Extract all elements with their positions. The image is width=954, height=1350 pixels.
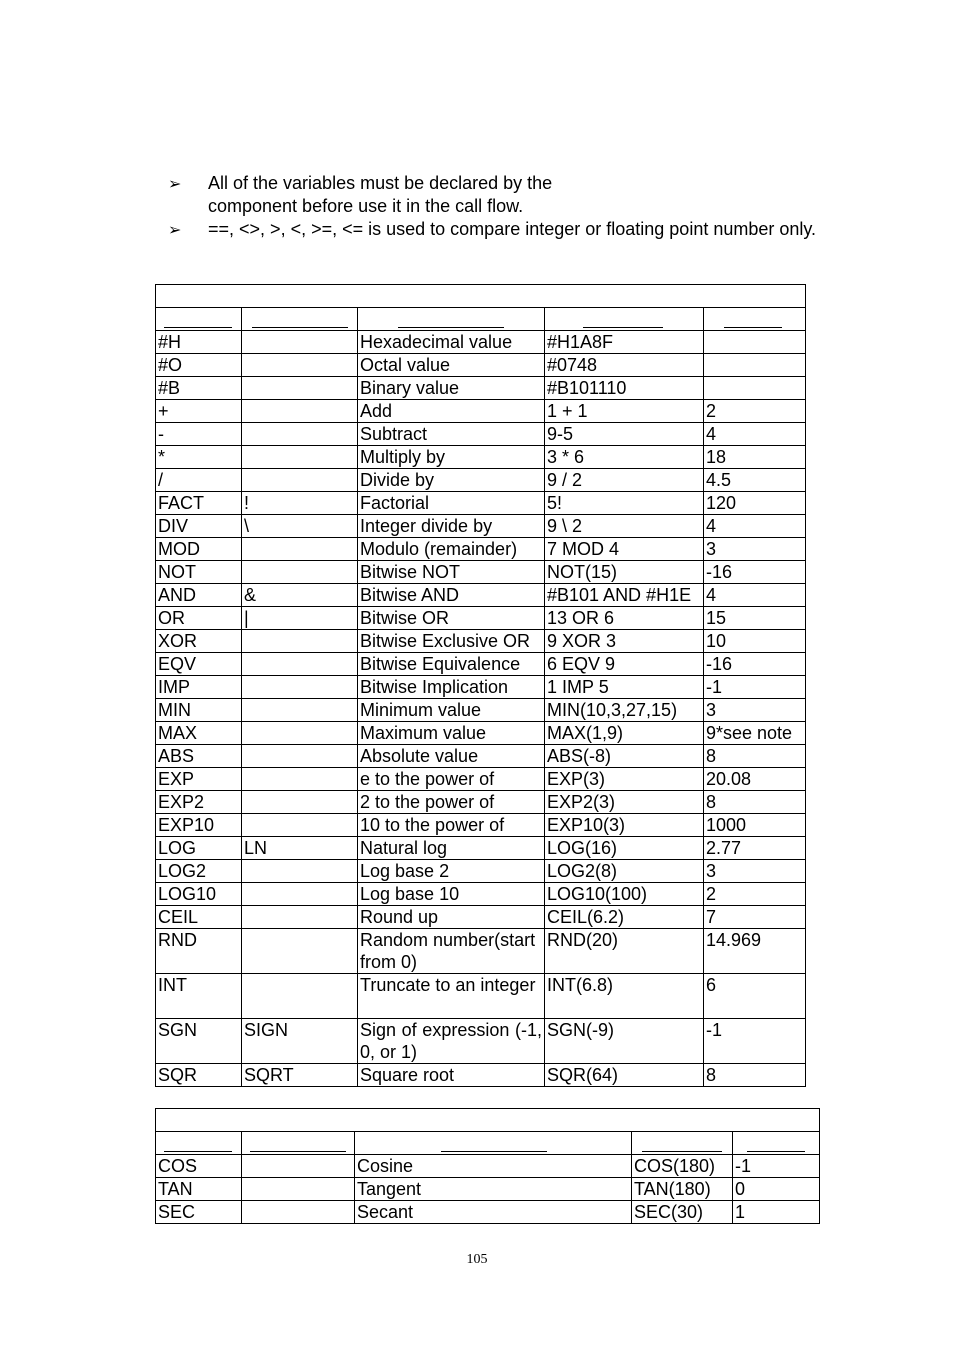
table-cell: 9-5 [545, 423, 704, 446]
header-cell [156, 308, 242, 331]
bullet-item [168, 218, 828, 241]
table-cell [242, 1155, 355, 1178]
table-row [156, 699, 806, 722]
table-cell: SQR [156, 1064, 242, 1087]
table-cell: 10 [704, 630, 806, 653]
table-row [156, 607, 806, 630]
table-row [156, 768, 806, 791]
table-cell: EXP2 [156, 791, 242, 814]
table-cell: Log base 2 [358, 860, 545, 883]
table-cell: LOG [156, 837, 242, 860]
table-cell: 2 [704, 400, 806, 423]
table-cell: -1 [704, 1019, 806, 1064]
table-cell: TAN(180) [632, 1178, 733, 1201]
header-cell [704, 308, 806, 331]
table-row [156, 883, 806, 906]
table-cell: & [242, 584, 358, 607]
table-row [156, 1178, 820, 1201]
table-cell: 1000 [704, 814, 806, 837]
table-row [156, 538, 806, 561]
table-caption-cell [156, 1109, 820, 1132]
table-row [156, 837, 806, 860]
table-cell: Log base 10 [358, 883, 545, 906]
table-cell: NOT [156, 561, 242, 584]
table-cell: ABS [156, 745, 242, 768]
table-row [156, 676, 806, 699]
table-cell [242, 1178, 355, 1201]
table-cell [242, 538, 358, 561]
table-cell: Bitwise AND [358, 584, 545, 607]
table-row [156, 561, 806, 584]
table-cell [242, 423, 358, 446]
table-cell [242, 974, 358, 1019]
table-cell: / [156, 469, 242, 492]
table-cell [242, 883, 358, 906]
table-caption-cell [156, 285, 806, 308]
table-cell: 0 [733, 1178, 820, 1201]
table-cell: 2 [704, 883, 806, 906]
table-cell: SQR(64) [545, 1064, 704, 1087]
table-cell [242, 791, 358, 814]
table-cell: SEC [156, 1201, 242, 1224]
table-cell: TAN [156, 1178, 242, 1201]
table-cell [242, 446, 358, 469]
table-row [156, 906, 806, 929]
table-cell [242, 377, 358, 400]
table-cell [242, 630, 358, 653]
table-cell: Hexadecimal value [358, 331, 545, 354]
table-cell: MIN [156, 699, 242, 722]
bullet-text: All of the variables must be declared by the component before use it in the call flow. [208, 173, 553, 216]
table-cell [242, 676, 358, 699]
trig-table [155, 1108, 820, 1224]
table-cell: XOR [156, 630, 242, 653]
table-cell: SGN(-9) [545, 1019, 704, 1064]
table-cell: Bitwise Exclusive OR [358, 630, 545, 653]
table-cell: LOG10 [156, 883, 242, 906]
table-cell: 9 XOR 3 [545, 630, 704, 653]
table-cell: Octal value [358, 354, 545, 377]
table-cell: SEC(30) [632, 1201, 733, 1224]
table-row [156, 791, 806, 814]
table-cell: Secant [355, 1201, 632, 1224]
table-cell: 120 [704, 492, 806, 515]
table-row [156, 722, 806, 745]
table-cell: COS(180) [632, 1155, 733, 1178]
table-cell: RND [156, 929, 242, 974]
table-cell: Bitwise Equivalence [358, 653, 545, 676]
table-cell: LOG10(100) [545, 883, 704, 906]
table-row [156, 1201, 820, 1224]
table-cell: NOT(15) [545, 561, 704, 584]
bullet-item [168, 172, 828, 218]
table-cell: LOG2(8) [545, 860, 704, 883]
table-cell: #0748 [545, 354, 704, 377]
table-cell [242, 699, 358, 722]
table-row [156, 584, 806, 607]
table-cell: CEIL [156, 906, 242, 929]
table-cell: SIGN [242, 1019, 358, 1064]
table-cell: -16 [704, 653, 806, 676]
table-cell: e to the power of [358, 768, 545, 791]
table-row [156, 1155, 820, 1178]
table-cell: 9 \ 2 [545, 515, 704, 538]
table-cell: 18 [704, 446, 806, 469]
table-cell: 4 [704, 584, 806, 607]
table-header-row [156, 1132, 820, 1155]
table-cell: #B101110 [545, 377, 704, 400]
operators-table [155, 284, 806, 1087]
table-row [156, 1064, 806, 1087]
table-row [156, 331, 806, 354]
table-cell: Round up [358, 906, 545, 929]
header-cell [242, 1132, 355, 1155]
table-cell: EXP [156, 768, 242, 791]
table-cell: 1 + 1 [545, 400, 704, 423]
table-cell: 13 OR 6 [545, 607, 704, 630]
table-cell [242, 1201, 355, 1224]
table-row [156, 1019, 806, 1064]
table-row [156, 469, 806, 492]
table-cell: + [156, 400, 242, 423]
table-cell: Natural log [358, 837, 545, 860]
table-cell: Factorial [358, 492, 545, 515]
table-cell: * [156, 446, 242, 469]
table-cell: 3 [704, 699, 806, 722]
table-cell: INT(6.8) [545, 974, 704, 1019]
table-cell: 6 [704, 974, 806, 1019]
table-cell: Square root [358, 1064, 545, 1087]
table-cell: Bitwise OR [358, 607, 545, 630]
header-cell [355, 1132, 632, 1155]
table-cell: 4 [704, 515, 806, 538]
table-cell: Truncate to an integer [358, 974, 545, 1019]
table-cell [242, 354, 358, 377]
table-row [156, 745, 806, 768]
table-cell: Maximum value [358, 722, 545, 745]
table-cell: 3 * 6 [545, 446, 704, 469]
table-cell: -16 [704, 561, 806, 584]
table-cell: - [156, 423, 242, 446]
table-cell: 3 [704, 538, 806, 561]
table-cell [242, 469, 358, 492]
table-row [156, 929, 806, 974]
table-cell: EXP(3) [545, 768, 704, 791]
table-cell: 9*see note [704, 722, 806, 745]
table-row [156, 860, 806, 883]
table-cell: 7 MOD 4 [545, 538, 704, 561]
table-cell [704, 331, 806, 354]
table-cell: 7 [704, 906, 806, 929]
table-cell: 6 EQV 9 [545, 653, 704, 676]
table-cell: 2 to the power of [358, 791, 545, 814]
table-cell: #H1A8F [545, 331, 704, 354]
table-cell: 8 [704, 745, 806, 768]
table-caption-row [156, 1109, 820, 1132]
table-cell: | [242, 607, 358, 630]
table-cell: LOG2 [156, 860, 242, 883]
table-row [156, 492, 806, 515]
header-cell [242, 308, 358, 331]
table-cell: INT [156, 974, 242, 1019]
table-cell: MAX [156, 722, 242, 745]
table-cell: Add [358, 400, 545, 423]
table-row [156, 515, 806, 538]
table-cell [242, 768, 358, 791]
table-cell [242, 906, 358, 929]
arrow-bullet-icon: ➢ [168, 174, 182, 193]
table-cell: EQV [156, 653, 242, 676]
table-cell: 8 [704, 791, 806, 814]
table-cell [242, 331, 358, 354]
table-cell: Modulo (remainder) [358, 538, 545, 561]
table-row [156, 400, 806, 423]
table-header-row [156, 308, 806, 331]
table-cell: 1 IMP 5 [545, 676, 704, 699]
table-caption-row [156, 285, 806, 308]
table-cell: AND [156, 584, 242, 607]
table-cell: #B101 AND #H1E [545, 584, 704, 607]
table-cell: \ [242, 515, 358, 538]
table-row [156, 354, 806, 377]
table-cell: 9 / 2 [545, 469, 704, 492]
table-cell: Bitwise NOT [358, 561, 545, 584]
table-cell: LN [242, 837, 358, 860]
table-cell: 1 [733, 1201, 820, 1224]
table-cell: ABS(-8) [545, 745, 704, 768]
table-cell: Minimum value [358, 699, 545, 722]
table-cell: Sign of expression (-1, 0, or 1) [358, 1019, 545, 1064]
header-cell [733, 1132, 820, 1155]
table-cell: Divide by [358, 469, 545, 492]
table-cell: 14.969 [704, 929, 806, 974]
table-cell [704, 354, 806, 377]
table-cell [242, 814, 358, 837]
table-cell: Bitwise Implication [358, 676, 545, 699]
table-cell [242, 722, 358, 745]
table-cell: -1 [733, 1155, 820, 1178]
table-cell: -1 [704, 676, 806, 699]
table-cell: LOG(16) [545, 837, 704, 860]
table-cell: MAX(1,9) [545, 722, 704, 745]
table-cell: 20.08 [704, 768, 806, 791]
table-cell: Subtract [358, 423, 545, 446]
table-cell: 15 [704, 607, 806, 630]
table-cell: EXP2(3) [545, 791, 704, 814]
table-cell: #H [156, 331, 242, 354]
table-cell: 2.77 [704, 837, 806, 860]
table-cell [242, 860, 358, 883]
table-cell [242, 561, 358, 584]
table-cell: RND(20) [545, 929, 704, 974]
table-row [156, 630, 806, 653]
table-cell: FACT [156, 492, 242, 515]
table-cell: DIV [156, 515, 242, 538]
table-row [156, 446, 806, 469]
table-cell: SGN [156, 1019, 242, 1064]
table-row [156, 377, 806, 400]
table-cell: EXP10(3) [545, 814, 704, 837]
table-cell [242, 400, 358, 423]
header-cell [632, 1132, 733, 1155]
table-cell [704, 377, 806, 400]
table-row [156, 423, 806, 446]
table-cell: Random number(start from 0) [358, 929, 545, 974]
table-cell: Binary value [358, 377, 545, 400]
table-cell: 4 [704, 423, 806, 446]
table-cell: 5! [545, 492, 704, 515]
table-cell: 10 to the power of [358, 814, 545, 837]
bullet-text: ==, <>, >, <, >=, <= is used to compare integer or floating point number only. [208, 219, 817, 239]
table-cell: #B [156, 377, 242, 400]
header-cell [358, 308, 545, 331]
table-cell: #O [156, 354, 242, 377]
table-cell [242, 653, 358, 676]
table-cell: IMP [156, 676, 242, 699]
table-cell: Absolute value [358, 745, 545, 768]
table-cell: SQRT [242, 1064, 358, 1087]
table-cell: OR [156, 607, 242, 630]
table-row [156, 974, 806, 1019]
table-cell: CEIL(6.2) [545, 906, 704, 929]
header-cell [545, 308, 704, 331]
table-cell: 4.5 [704, 469, 806, 492]
table-cell: Tangent [355, 1178, 632, 1201]
table-cell: Integer divide by [358, 515, 545, 538]
table-cell: Multiply by [358, 446, 545, 469]
table-cell: COS [156, 1155, 242, 1178]
page-number: 105 [466, 1252, 488, 1267]
table-cell: MIN(10,3,27,15) [545, 699, 704, 722]
table-cell [242, 745, 358, 768]
table-cell: MOD [156, 538, 242, 561]
table-cell: ! [242, 492, 358, 515]
table-cell: EXP10 [156, 814, 242, 837]
table-cell [242, 929, 358, 974]
table-row [156, 653, 806, 676]
bullet-list [168, 172, 828, 241]
table-cell: 8 [704, 1064, 806, 1087]
arrow-bullet-icon: ➢ [168, 220, 182, 239]
header-cell [156, 1132, 242, 1155]
table-cell: Cosine [355, 1155, 632, 1178]
table-row [156, 814, 806, 837]
table-cell: 3 [704, 860, 806, 883]
